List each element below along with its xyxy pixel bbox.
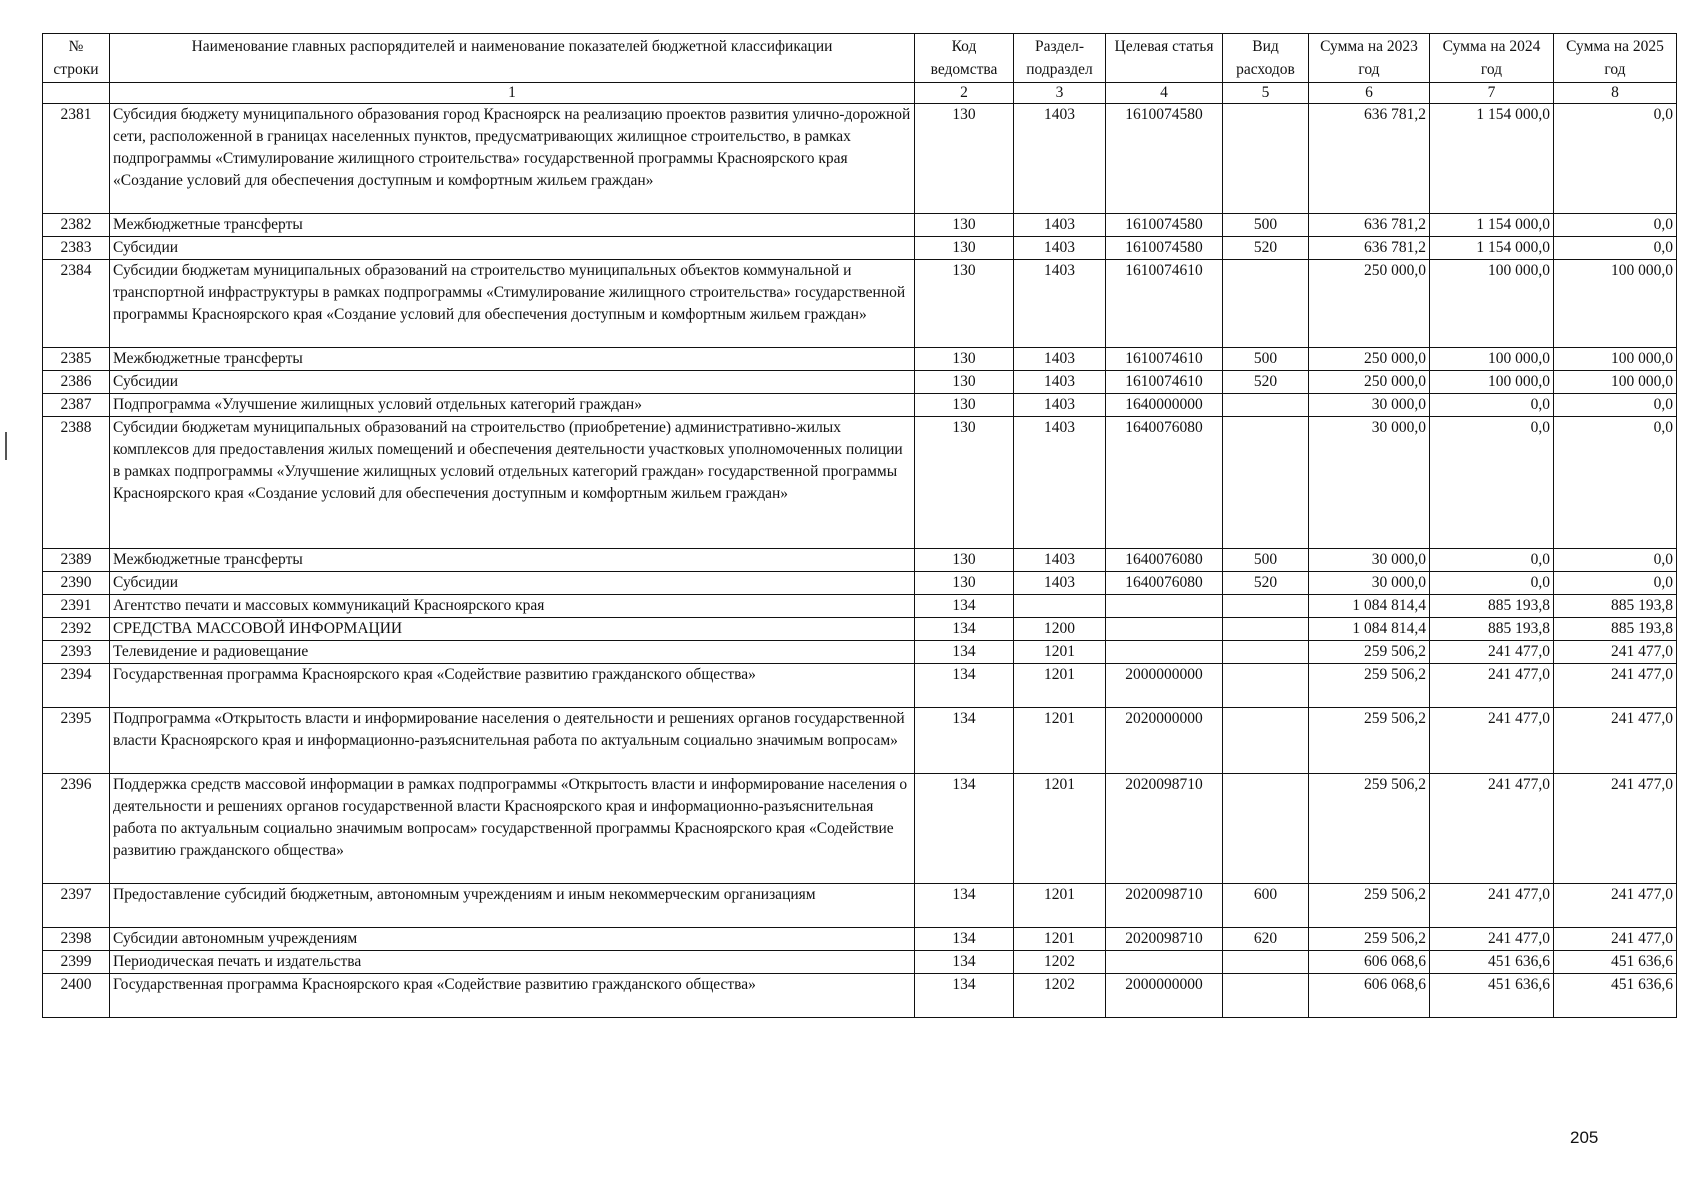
row-target-article: 2000000000: [1106, 974, 1223, 1018]
table-row: [43, 928, 1677, 951]
row-sum-2023: 259 506,2: [1309, 774, 1430, 884]
row-sum-2024: 100 000,0: [1430, 260, 1554, 348]
row-target-article: 1640000000: [1106, 394, 1223, 417]
row-name: Субсидии: [110, 237, 915, 260]
row-target-article: 1610074610: [1106, 260, 1223, 348]
row-section: 1403: [1014, 549, 1106, 572]
row-section: 1403: [1014, 260, 1106, 348]
row-section: 1200: [1014, 618, 1106, 641]
row-number: 2400: [43, 974, 110, 1018]
row-name: Подпрограмма «Улучшение жилищных условий отдельных категорий граждан»: [110, 394, 915, 417]
row-name: Предоставление субсидий бюджетным, автономным учреждениям и иным некоммерческим организациям: [110, 884, 915, 928]
row-sum-2025: 100 000,0: [1554, 260, 1677, 348]
row-section: 1403: [1014, 371, 1106, 394]
row-sum-2023: 30 000,0: [1309, 417, 1430, 549]
row-target-article: 2000000000: [1106, 664, 1223, 708]
row-sum-2025: 241 477,0: [1554, 708, 1677, 774]
row-expense-type: [1223, 664, 1309, 708]
row-section: 1201: [1014, 708, 1106, 774]
row-sum-2024: 241 477,0: [1430, 664, 1554, 708]
row-expense-type: [1223, 394, 1309, 417]
row-target-article: [1106, 951, 1223, 974]
row-number: 2398: [43, 928, 110, 951]
row-sum-2025: 885 193,8: [1554, 618, 1677, 641]
row-number: 2391: [43, 595, 110, 618]
row-sum-2023: 606 068,6: [1309, 974, 1430, 1018]
row-sum-2023: 259 506,2: [1309, 641, 1430, 664]
row-department-code: 130: [915, 371, 1014, 394]
table-row: [43, 237, 1677, 260]
table-body: [43, 104, 1677, 1018]
row-expense-type: [1223, 974, 1309, 1018]
row-sum-2023: 30 000,0: [1309, 549, 1430, 572]
row-department-code: 130: [915, 260, 1014, 348]
table-row: [43, 618, 1677, 641]
row-target-article: [1106, 595, 1223, 618]
row-sum-2023: 259 506,2: [1309, 708, 1430, 774]
table-header: [43, 34, 1677, 104]
budget-table: [42, 33, 1677, 1018]
row-number: 2392: [43, 618, 110, 641]
row-sum-2024: 241 477,0: [1430, 928, 1554, 951]
table-row: [43, 708, 1677, 774]
row-department-code: 134: [915, 708, 1014, 774]
row-name: Межбюджетные трансферты: [110, 348, 915, 371]
row-expense-type: [1223, 618, 1309, 641]
row-expense-type: 500: [1223, 348, 1309, 371]
row-department-code: 134: [915, 974, 1014, 1018]
row-section: 1403: [1014, 394, 1106, 417]
row-sum-2023: 606 068,6: [1309, 951, 1430, 974]
row-expense-type: [1223, 104, 1309, 214]
row-expense-type: 600: [1223, 884, 1309, 928]
row-sum-2024: 451 636,6: [1430, 951, 1554, 974]
row-expense-type: 520: [1223, 237, 1309, 260]
row-sum-2025: 241 477,0: [1554, 664, 1677, 708]
row-sum-2025: 241 477,0: [1554, 774, 1677, 884]
row-expense-type: 520: [1223, 572, 1309, 595]
row-number: 2393: [43, 641, 110, 664]
row-section: 1403: [1014, 104, 1106, 214]
row-expense-type: [1223, 951, 1309, 974]
row-number: 2383: [43, 237, 110, 260]
column-number-row: [43, 83, 1677, 104]
row-section: 1403: [1014, 237, 1106, 260]
row-sum-2025: 241 477,0: [1554, 928, 1677, 951]
row-department-code: 134: [915, 618, 1014, 641]
row-department-code: 130: [915, 104, 1014, 214]
row-sum-2025: 0,0: [1554, 394, 1677, 417]
header-sum-2024: Сумма на 2024 год: [1430, 34, 1554, 83]
row-section: 1403: [1014, 348, 1106, 371]
row-sum-2025: 0,0: [1554, 104, 1677, 214]
scan-margin-mark: [5, 432, 7, 460]
row-name: Субсидии: [110, 371, 915, 394]
column-number: 7: [1430, 83, 1554, 104]
row-section: 1202: [1014, 951, 1106, 974]
row-sum-2025: 0,0: [1554, 549, 1677, 572]
table-row: [43, 572, 1677, 595]
row-target-article: [1106, 641, 1223, 664]
row-sum-2024: 1 154 000,0: [1430, 214, 1554, 237]
row-sum-2025: 100 000,0: [1554, 371, 1677, 394]
header-department-code: Код ведомства: [915, 34, 1014, 83]
row-name: Субсидии автономным учреждениям: [110, 928, 915, 951]
row-name: Телевидение и радиовещание: [110, 641, 915, 664]
row-section: 1201: [1014, 641, 1106, 664]
row-sum-2024: 241 477,0: [1430, 884, 1554, 928]
table-row: [43, 595, 1677, 618]
page-number: 205: [1570, 1128, 1599, 1147]
row-department-code: 130: [915, 572, 1014, 595]
row-name: Субсидии бюджетам муниципальных образований на строительство (приобретение) административно-жилых комплексов для предоставления жилых помещений и обеспечения деятельности участковых уполномоченных полиции в рамках подпрограммы «Улучшение жилищных условий отдельных категорий граждан» государственной программы Красноярского края «Создание условий для обеспечения доступным и комфортным жильем граждан»: [110, 417, 915, 549]
row-target-article: 1610074580: [1106, 214, 1223, 237]
row-department-code: 130: [915, 237, 1014, 260]
row-sum-2023: 636 781,2: [1309, 237, 1430, 260]
row-section: 1201: [1014, 774, 1106, 884]
row-number: 2382: [43, 214, 110, 237]
row-department-code: 134: [915, 951, 1014, 974]
row-sum-2025: 451 636,6: [1554, 951, 1677, 974]
table-row: [43, 641, 1677, 664]
row-sum-2023: 636 781,2: [1309, 214, 1430, 237]
row-expense-type: [1223, 417, 1309, 549]
table-row: [43, 260, 1677, 348]
row-sum-2024: 885 193,8: [1430, 595, 1554, 618]
row-target-article: 2020098710: [1106, 928, 1223, 951]
row-sum-2025: 0,0: [1554, 237, 1677, 260]
column-number: 5: [1223, 83, 1309, 104]
row-sum-2023: 259 506,2: [1309, 664, 1430, 708]
row-expense-type: 620: [1223, 928, 1309, 951]
row-department-code: 134: [915, 884, 1014, 928]
row-number: 2394: [43, 664, 110, 708]
column-number: 1: [110, 83, 915, 104]
row-department-code: 134: [915, 664, 1014, 708]
row-sum-2024: 0,0: [1430, 549, 1554, 572]
column-number: 8: [1554, 83, 1677, 104]
row-target-article: 1610074580: [1106, 237, 1223, 260]
row-sum-2024: 1 154 000,0: [1430, 104, 1554, 214]
table-row: [43, 974, 1677, 1018]
row-sum-2025: 0,0: [1554, 214, 1677, 237]
row-department-code: 134: [915, 595, 1014, 618]
row-sum-2023: 30 000,0: [1309, 394, 1430, 417]
row-expense-type: [1223, 595, 1309, 618]
row-expense-type: [1223, 260, 1309, 348]
row-sum-2025: 0,0: [1554, 572, 1677, 595]
row-target-article: 1640076080: [1106, 549, 1223, 572]
row-target-article: 1610074610: [1106, 371, 1223, 394]
row-department-code: 130: [915, 549, 1014, 572]
table-row: [43, 951, 1677, 974]
row-number: 2385: [43, 348, 110, 371]
row-sum-2025: 885 193,8: [1554, 595, 1677, 618]
row-sum-2024: 0,0: [1430, 394, 1554, 417]
row-name: Межбюджетные трансферты: [110, 214, 915, 237]
row-number: 2381: [43, 104, 110, 214]
table-row: [43, 884, 1677, 928]
row-department-code: 130: [915, 394, 1014, 417]
row-sum-2024: 451 636,6: [1430, 974, 1554, 1018]
row-name: Агентство печати и массовых коммуникаций Красноярского края: [110, 595, 915, 618]
header-sum-2023: Сумма на 2023 год: [1309, 34, 1430, 83]
row-target-article: 1610074580: [1106, 104, 1223, 214]
row-sum-2024: 0,0: [1430, 417, 1554, 549]
row-number: 2387: [43, 394, 110, 417]
row-section: 1403: [1014, 417, 1106, 549]
row-section: 1202: [1014, 974, 1106, 1018]
row-sum-2023: 259 506,2: [1309, 884, 1430, 928]
row-sum-2024: 100 000,0: [1430, 371, 1554, 394]
table-row: [43, 774, 1677, 884]
row-sum-2025: 100 000,0: [1554, 348, 1677, 371]
row-name: Государственная программа Красноярского края «Содействие развитию гражданского общества»: [110, 664, 915, 708]
table-row: [43, 664, 1677, 708]
row-number: 2390: [43, 572, 110, 595]
row-expense-type: [1223, 641, 1309, 664]
row-number: 2399: [43, 951, 110, 974]
row-sum-2025: 451 636,6: [1554, 974, 1677, 1018]
row-sum-2023: 1 084 814,4: [1309, 595, 1430, 618]
row-expense-type: 520: [1223, 371, 1309, 394]
row-name: Подпрограмма «Открытость власти и информирование населения о деятельности и решениях органов государственной власти Красноярского края и информационно-разъяснительная работа по актуальным социально значимым вопросам»: [110, 708, 915, 774]
table-row: [43, 394, 1677, 417]
row-sum-2025: 0,0: [1554, 417, 1677, 549]
row-target-article: 2020000000: [1106, 708, 1223, 774]
row-expense-type: [1223, 774, 1309, 884]
row-department-code: 130: [915, 348, 1014, 371]
row-expense-type: 500: [1223, 549, 1309, 572]
row-name: Субсидии бюджетам муниципальных образований на строительство муниципальных объектов коммунальной и транспортной инфраструктуры в рамках подпрограммы «Стимулирование жилищного строительства» государственной программы Красноярского края «Создание условий для обеспечения доступным и комфортным жильем граждан»: [110, 260, 915, 348]
row-expense-type: 500: [1223, 214, 1309, 237]
row-name: Поддержка средств массовой информации в рамках подпрограммы «Открытость власти и информирование населения о деятельности и решениях органов государственной власти Красноярского края и информационно-разъяснительная работа по актуальным социально значимым вопросам» государственной программы Красноярского края «Содействие развитию гражданского общества»: [110, 774, 915, 884]
row-name: СРЕДСТВА МАССОВОЙ ИНФОРМАЦИИ: [110, 618, 915, 641]
row-sum-2024: 241 477,0: [1430, 774, 1554, 884]
table-row: [43, 214, 1677, 237]
row-section: 1201: [1014, 928, 1106, 951]
row-sum-2024: 1 154 000,0: [1430, 237, 1554, 260]
row-name: Межбюджетные трансферты: [110, 549, 915, 572]
header-row-number: № строки: [43, 34, 110, 83]
row-number: 2396: [43, 774, 110, 884]
row-target-article: 1640076080: [1106, 417, 1223, 549]
row-sum-2025: 241 477,0: [1554, 884, 1677, 928]
header-expense-type: Вид расходов: [1223, 34, 1309, 83]
row-sum-2025: 241 477,0: [1554, 641, 1677, 664]
row-sum-2023: 30 000,0: [1309, 572, 1430, 595]
row-section: [1014, 595, 1106, 618]
row-sum-2024: 241 477,0: [1430, 708, 1554, 774]
table-row: [43, 371, 1677, 394]
row-number: 2395: [43, 708, 110, 774]
row-target-article: 2020098710: [1106, 884, 1223, 928]
row-target-article: 1610074610: [1106, 348, 1223, 371]
column-number-empty: [43, 83, 110, 104]
row-department-code: 134: [915, 774, 1014, 884]
row-section: 1403: [1014, 572, 1106, 595]
table-row: [43, 549, 1677, 572]
header-sum-2025: Сумма на 2025 год: [1554, 34, 1677, 83]
row-sum-2024: 0,0: [1430, 572, 1554, 595]
row-target-article: 1640076080: [1106, 572, 1223, 595]
row-department-code: 134: [915, 641, 1014, 664]
row-department-code: 130: [915, 214, 1014, 237]
column-number: 3: [1014, 83, 1106, 104]
header-name: Наименование главных распорядителей и наименование показателей бюджетной классификации: [110, 34, 915, 83]
row-target-article: [1106, 618, 1223, 641]
column-number: 4: [1106, 83, 1223, 104]
row-number: 2397: [43, 884, 110, 928]
row-sum-2024: 100 000,0: [1430, 348, 1554, 371]
row-sum-2023: 250 000,0: [1309, 371, 1430, 394]
column-number: 2: [915, 83, 1014, 104]
row-department-code: 134: [915, 928, 1014, 951]
row-sum-2023: 259 506,2: [1309, 928, 1430, 951]
row-number: 2388: [43, 417, 110, 549]
table-row: [43, 348, 1677, 371]
row-sum-2024: 885 193,8: [1430, 618, 1554, 641]
row-target-article: 2020098710: [1106, 774, 1223, 884]
row-expense-type: [1223, 708, 1309, 774]
table-row: [43, 104, 1677, 214]
row-number: 2386: [43, 371, 110, 394]
row-section: 1201: [1014, 664, 1106, 708]
row-sum-2024: 241 477,0: [1430, 641, 1554, 664]
row-sum-2023: 250 000,0: [1309, 348, 1430, 371]
header-section: Раздел-подраздел: [1014, 34, 1106, 83]
row-section: 1201: [1014, 884, 1106, 928]
row-name: Субсидии: [110, 572, 915, 595]
row-name: Государственная программа Красноярского края «Содействие развитию гражданского общества»: [110, 974, 915, 1018]
row-sum-2023: 250 000,0: [1309, 260, 1430, 348]
row-name: Периодическая печать и издательства: [110, 951, 915, 974]
table-row: [43, 417, 1677, 549]
row-sum-2023: 1 084 814,4: [1309, 618, 1430, 641]
row-sum-2023: 636 781,2: [1309, 104, 1430, 214]
column-number: 6: [1309, 83, 1430, 104]
header-target-article: Целевая статья: [1106, 34, 1223, 83]
row-number: 2384: [43, 260, 110, 348]
row-department-code: 130: [915, 417, 1014, 549]
row-section: 1403: [1014, 214, 1106, 237]
row-number: 2389: [43, 549, 110, 572]
row-name: Субсидия бюджету муниципального образования город Красноярск на реализацию проектов развития улично-дорожной сети, расположенной в границах населенных пунктов, предусматривающих жилищное строительство, в рамках подпрограммы «Стимулирование жилищного строительства» государственной программы Красноярского края «Создание условий для обеспечения доступным и комфортным жильем граждан»: [110, 104, 915, 214]
